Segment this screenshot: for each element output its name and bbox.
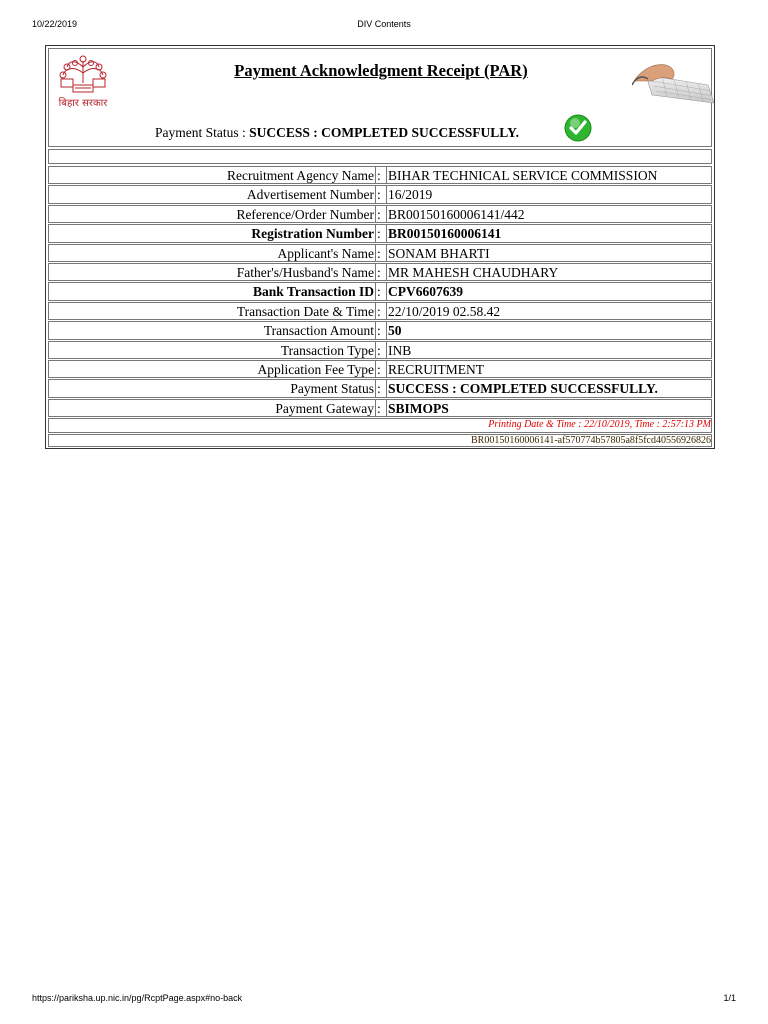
detail-row [48,282,712,301]
detail-value: BR00150160006141 [387,224,712,242]
keyboard-hand-icon [632,55,716,107]
detail-colon: : [375,224,387,242]
detail-value: SONAM BHARTI [387,244,712,262]
detail-label: Transaction Type [48,341,375,359]
detail-label: Advertisement Number [48,185,375,203]
detail-label: Reference/Order Number [48,205,375,223]
detail-colon: : [375,399,387,417]
status-value: SUCCESS : COMPLETED SUCCESSFULLY. [249,125,519,140]
detail-label: Bank Transaction ID [48,282,375,300]
detail-row [48,321,712,340]
detail-colon: : [375,205,387,223]
detail-row [48,341,712,360]
detail-row [48,302,712,321]
detail-label: Transaction Date & Time [48,302,375,320]
check-circle-icon [564,114,592,142]
detail-label: Payment Status [48,379,375,397]
detail-row [48,399,712,418]
detail-value: 16/2019 [387,185,712,203]
detail-row [48,360,712,379]
detail-row [48,379,712,398]
print-date: 10/22/2019 [32,19,78,29]
detail-row [48,205,712,224]
details-table [48,166,712,418]
detail-colon: : [375,263,387,281]
detail-row [48,166,712,185]
detail-row [48,263,712,282]
detail-label: Father's/Husband's Name [48,263,375,281]
detail-value: CPV6607639 [387,282,712,300]
transaction-hash: BR00150160006141-af570774b57805a8f5fcd40556926826 [48,434,712,447]
detail-value: RECRUITMENT [387,360,712,378]
detail-colon: : [375,360,387,378]
detail-label: Applicant's Name [48,244,375,262]
detail-colon: : [375,244,387,262]
logo-caption: बिहार सरकार [58,98,108,109]
detail-value: MR MAHESH CHAUDHARY [387,263,712,281]
detail-label: Transaction Amount [48,321,375,339]
receipt-box [45,45,715,449]
print-url: https://pariksha.up.nic.in/pg/RcptPage.aspx#no-back [32,993,243,1003]
printing-datetime: Printing Date & Time : 22/10/2019, Time : 2:57:13 PM [48,418,712,433]
status-line [155,125,519,141]
detail-row [48,244,712,263]
detail-row [48,224,712,243]
detail-label: Application Fee Type [48,360,375,378]
detail-colon: : [375,185,387,203]
detail-value: BR00150160006141/442 [387,205,712,223]
detail-label: Payment Gateway [48,399,375,417]
detail-label: Recruitment Agency Name [48,166,375,184]
detail-value: 50 [387,321,712,339]
print-page-count: 1/1 [723,993,736,1003]
receipt-title: Payment Acknowledgment Receipt (PAR) [234,61,528,80]
detail-colon: : [375,302,387,320]
detail-colon: : [375,166,387,184]
receipt-header [48,48,712,147]
spacer-row [48,149,712,164]
detail-value: INB [387,341,712,359]
detail-value: 22/10/2019 02.58.42 [387,302,712,320]
detail-row [48,185,712,204]
status-prefix: Payment Status : [155,125,250,140]
detail-value: SUCCESS : COMPLETED SUCCESSFULLY. [387,379,712,397]
detail-colon: : [375,321,387,339]
print-page-title: DIV Contents [357,19,411,29]
detail-label: Registration Number [48,224,375,242]
detail-value: SBIMOPS [387,399,712,417]
detail-colon: : [375,379,387,397]
detail-colon: : [375,282,387,300]
detail-value: BIHAR TECHNICAL SERVICE COMMISSION [387,166,712,184]
detail-colon: : [375,341,387,359]
